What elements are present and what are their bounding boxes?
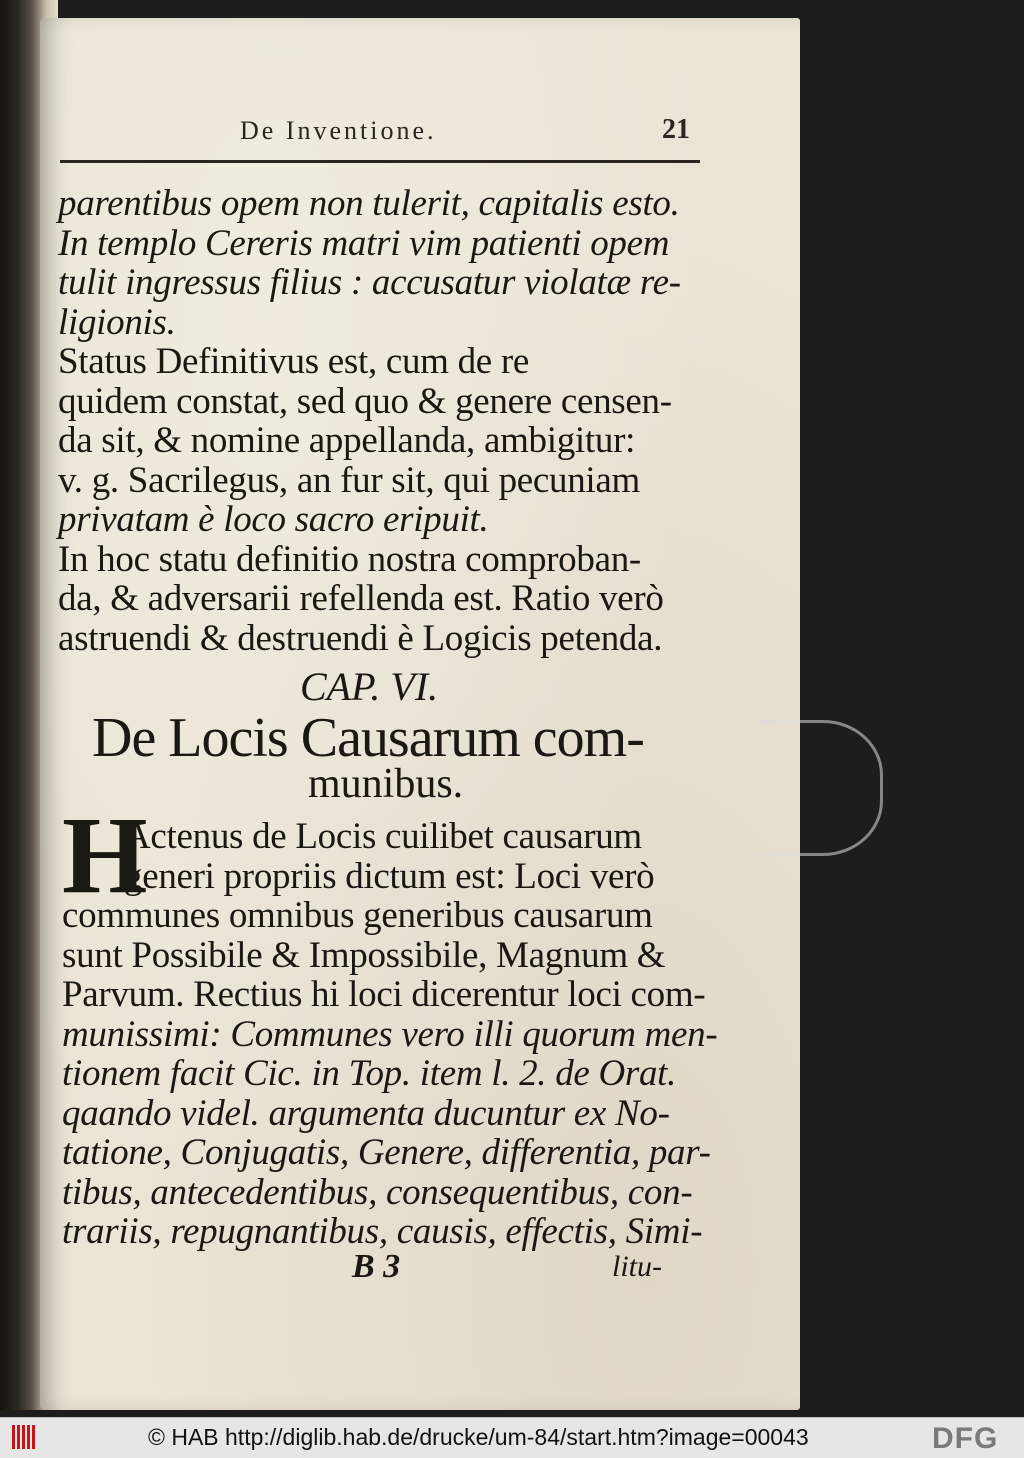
text-line: quidem constat, sed quo & genere censen- [58,380,672,422]
text-line: da sit, & nomine appellanda, ambigitur: [58,420,636,461]
chapter-title-line-2: munibus. [308,761,464,807]
text-line: generi propriis dictum est: Loci verò [124,855,655,897]
chapter-number: CAP. VI. [300,664,439,709]
text-line: tulit ingressus filius : accusatur violatæ re- [58,262,681,303]
dfg-logo: DFG [932,1422,999,1455]
text-line: munissimi: Communes vero illi quorum men- [62,1013,718,1055]
text-line: In templo Cereris matri vim patienti opem [58,222,670,264]
text-line: communes omnibus generibus causarum [62,895,653,936]
text-line: Parvum. Rectius hi loci dicerentur loci com- [62,974,706,1015]
catchword: litu- [612,1250,662,1283]
text-line: parentibus opem non tulerit, capitalis esto. [58,183,680,224]
text-line: tibus, antecedentibus, consequentibus, con- [62,1171,693,1213]
text-line: qaando videl. argumenta ducuntur ex No- [62,1092,670,1134]
text-line: da, & adversarii refellenda est. Ratio verò [58,578,664,619]
text-line: trariis, repugnantibus, causis, effectis, Simi- [62,1211,703,1252]
text-line: v. g. Sacrilegus, an fur sit, qui pecuniam [58,459,641,501]
page-clip [760,720,883,856]
text-line: ligionis. [58,301,176,343]
signature-mark: B 3 [352,1248,401,1285]
drop-capital: H [62,794,148,916]
running-title: De Inventione. [240,116,437,145]
footer-link[interactable]: © HAB http://diglib.hab.de/drucke/um-84/start.htm?image=00043 [148,1424,809,1450]
header-rule [60,160,700,163]
text-line: astruendi & destruendi è Logicis petenda. [58,617,663,659]
text-line: Actenus de Locis cuilibet causarum [124,816,642,857]
text-line: tatione, Conjugatis, Genere, differentia, par- [62,1132,711,1173]
viewer-footer [0,1417,1024,1458]
text-line: privatam è loco sacro eripuit. [58,499,489,540]
text-line: In hoc statu definitio nostra comproban- [58,538,641,580]
page-number: 21 [662,114,690,145]
hab-logo-icon [12,1425,42,1451]
text-line: tionem facit Cic. in Top. item l. 2. de Orat. [62,1053,677,1094]
chapter-title-line-1: De Locis Causarum com- [92,707,644,769]
text-line: Status Definitivus est, cum de re [58,341,530,382]
text-line: sunt Possibile & Impossibile, Magnum & [62,934,666,976]
